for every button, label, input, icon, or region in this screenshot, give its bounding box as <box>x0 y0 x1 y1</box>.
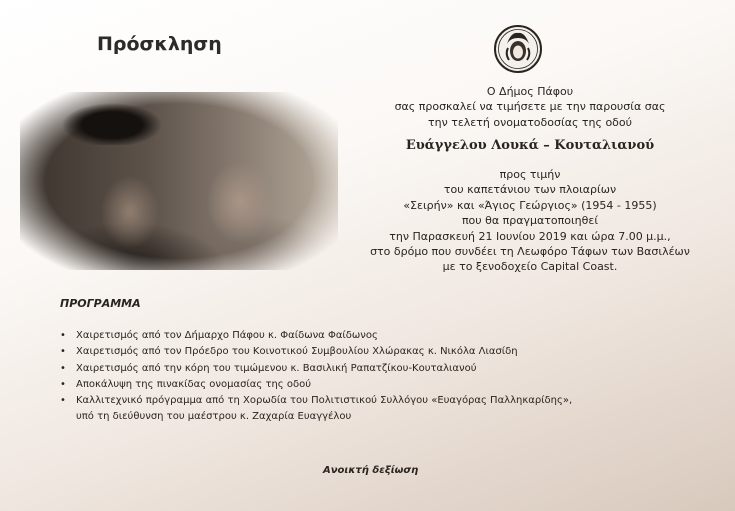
details-line: του καπετάνιου των πλοιαρίων <box>443 183 617 197</box>
reception-note: Ανοικτή δεξίωση <box>323 465 419 476</box>
intro-line: σας προσκαλεί να τιμήσετε με την παρουσία σας <box>394 100 666 114</box>
details-line: με το ξενοδοχείο Capital Coast. <box>442 260 618 274</box>
details-line: την Παρασκευή 21 Ιουνίου 2019 και ώρα 7.00 μ.μ., <box>389 229 671 243</box>
program-item: • Χαιρετισμός από τον Δήμαρχο Πάφου κ. Φαίδωνα Φαίδωνος <box>60 328 572 344</box>
program-item-continuation: υπό τη διεύθυνση του μαέστρου κ. Ζαχαρία Ευαγγέλου <box>76 411 352 423</box>
honoree-name: Ευάγγελου Λουκά – Κουταλιανού <box>405 138 655 153</box>
invitation-intro <box>340 84 720 130</box>
program-item: • Χαιρετισμός από την κόρη του τιμώμενου κ. Βασιλική Ραπατζίκου-Κουταλιανού <box>60 361 572 377</box>
program-item: • Καλλιτεχνικό πρόγραμμα από τη Χορωδία του Πολιτιστικού Συλλόγου «Ευαγόρας Παλληκαρίδης», <box>60 393 572 409</box>
municipality-seal-icon <box>493 24 543 74</box>
page-title: Πρόσκληση <box>97 33 222 55</box>
intro-line: Ο Δήμος Πάφου <box>486 85 574 98</box>
details-line: προς τιμήν <box>499 168 561 181</box>
program-item: • Χαιρετισμός από τον Πρόεδρο του Κοινοτικού Συμβουλίου Χλώρακας κ. Νικόλα Λιασίδη <box>60 344 572 360</box>
details-line: «Σειρήν» και «Άγιος Γεώργιος» (1954 - 1955) <box>403 198 657 212</box>
event-details <box>340 167 720 275</box>
details-line: στο δρόμο που συνδέει τη Λεωφόρο Τάφων των Βασιλέων <box>370 245 690 259</box>
intro-line: την τελετή ονοματοδοσίας της οδού <box>427 115 632 129</box>
program-heading: ΠΡΟΓΡΑΜΜΑ <box>60 297 141 310</box>
program-list <box>60 328 572 426</box>
program-item: • Αποκάλυψη της πινακίδας ονομασίας της οδού <box>60 377 572 393</box>
photo-cap-detail <box>62 95 162 145</box>
details-line: που θα πραγματοποιηθεί <box>461 214 599 228</box>
